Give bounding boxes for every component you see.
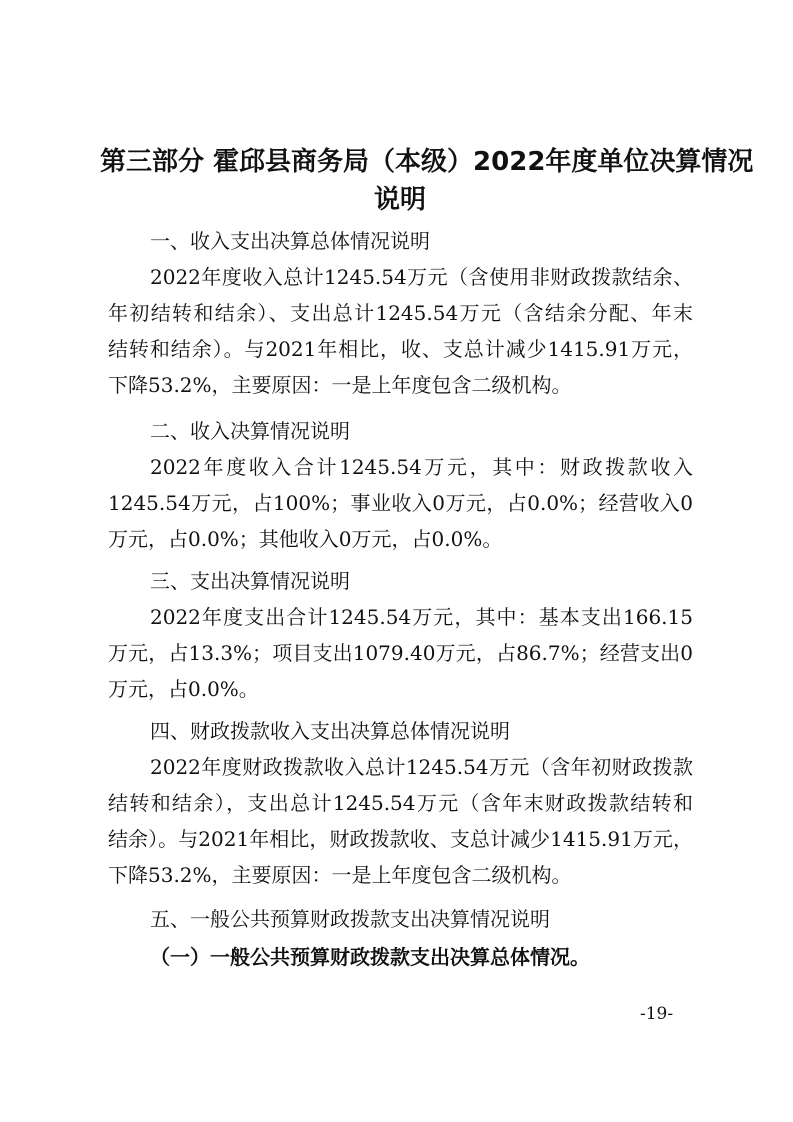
paragraph-line: 结转和结余）。与2021年相比，收、支总计减少1415.91万元， (108, 337, 693, 361)
page-number: -19- (640, 1004, 674, 1024)
paragraph-line: 结转和结余），支出总计1245.54万元（含年末财政拨款结转和 (108, 791, 693, 815)
subsection-heading: （一）一般公共预算财政拨款支出决算总体情况。 (150, 945, 590, 969)
paragraph-line: 2022年度财政拨款收入总计1245.54万元（含年初财政拨款 (150, 755, 693, 779)
paragraph-line: 2022年度收入总计1245.54万元（含使用非财政拨款结余、 (150, 265, 693, 289)
paragraph-line: 下降53.2%，主要原因：一是上年度包含二级机构。 (108, 373, 572, 397)
page-title-continued: 说明 (373, 185, 426, 215)
section-heading-1: 一、收入支出决算总体情况说明 (150, 229, 430, 253)
section-heading-3: 三、支出决算情况说明 (150, 569, 350, 593)
paragraph-line: 年初结转和结余）、支出总计1245.54万元（含结余分配、年末 (108, 301, 693, 325)
paragraph-line: 2022年度收入合计1245.54万元，其中：财政拨款收入 (150, 455, 693, 479)
section-heading-2: 二、收入决算情况说明 (150, 419, 350, 443)
section-heading-4: 四、财政拨款收入支出决算总体情况说明 (150, 719, 510, 743)
paragraph-line: 万元，占0.0%。 (108, 677, 259, 701)
paragraph-line: 万元，占0.0%；其他收入0万元，占0.0%。 (108, 527, 503, 551)
page-title: 第三部分 霍邱县商务局（本级）2022年度单位决算情况 (100, 147, 754, 177)
paragraph-line: 1245.54万元，占100%；事业收入0万元，占0.0%；经营收入0 (108, 491, 693, 515)
paragraph-line: 万元，占13.3%；项目支出1079.40万元，占86.7%；经营支出0 (108, 641, 693, 665)
paragraph-line: 2022年度支出合计1245.54万元，其中：基本支出166.15 (150, 605, 693, 629)
paragraph-line: 结余）。与2021年相比，财政拨款收、支总计减少1415.91万元， (108, 827, 693, 851)
section-heading-5: 五、一般公共预算财政拨款支出决算情况说明 (150, 907, 550, 931)
paragraph-line: 下降53.2%，主要原因：一是上年度包含二级机构。 (108, 863, 572, 887)
